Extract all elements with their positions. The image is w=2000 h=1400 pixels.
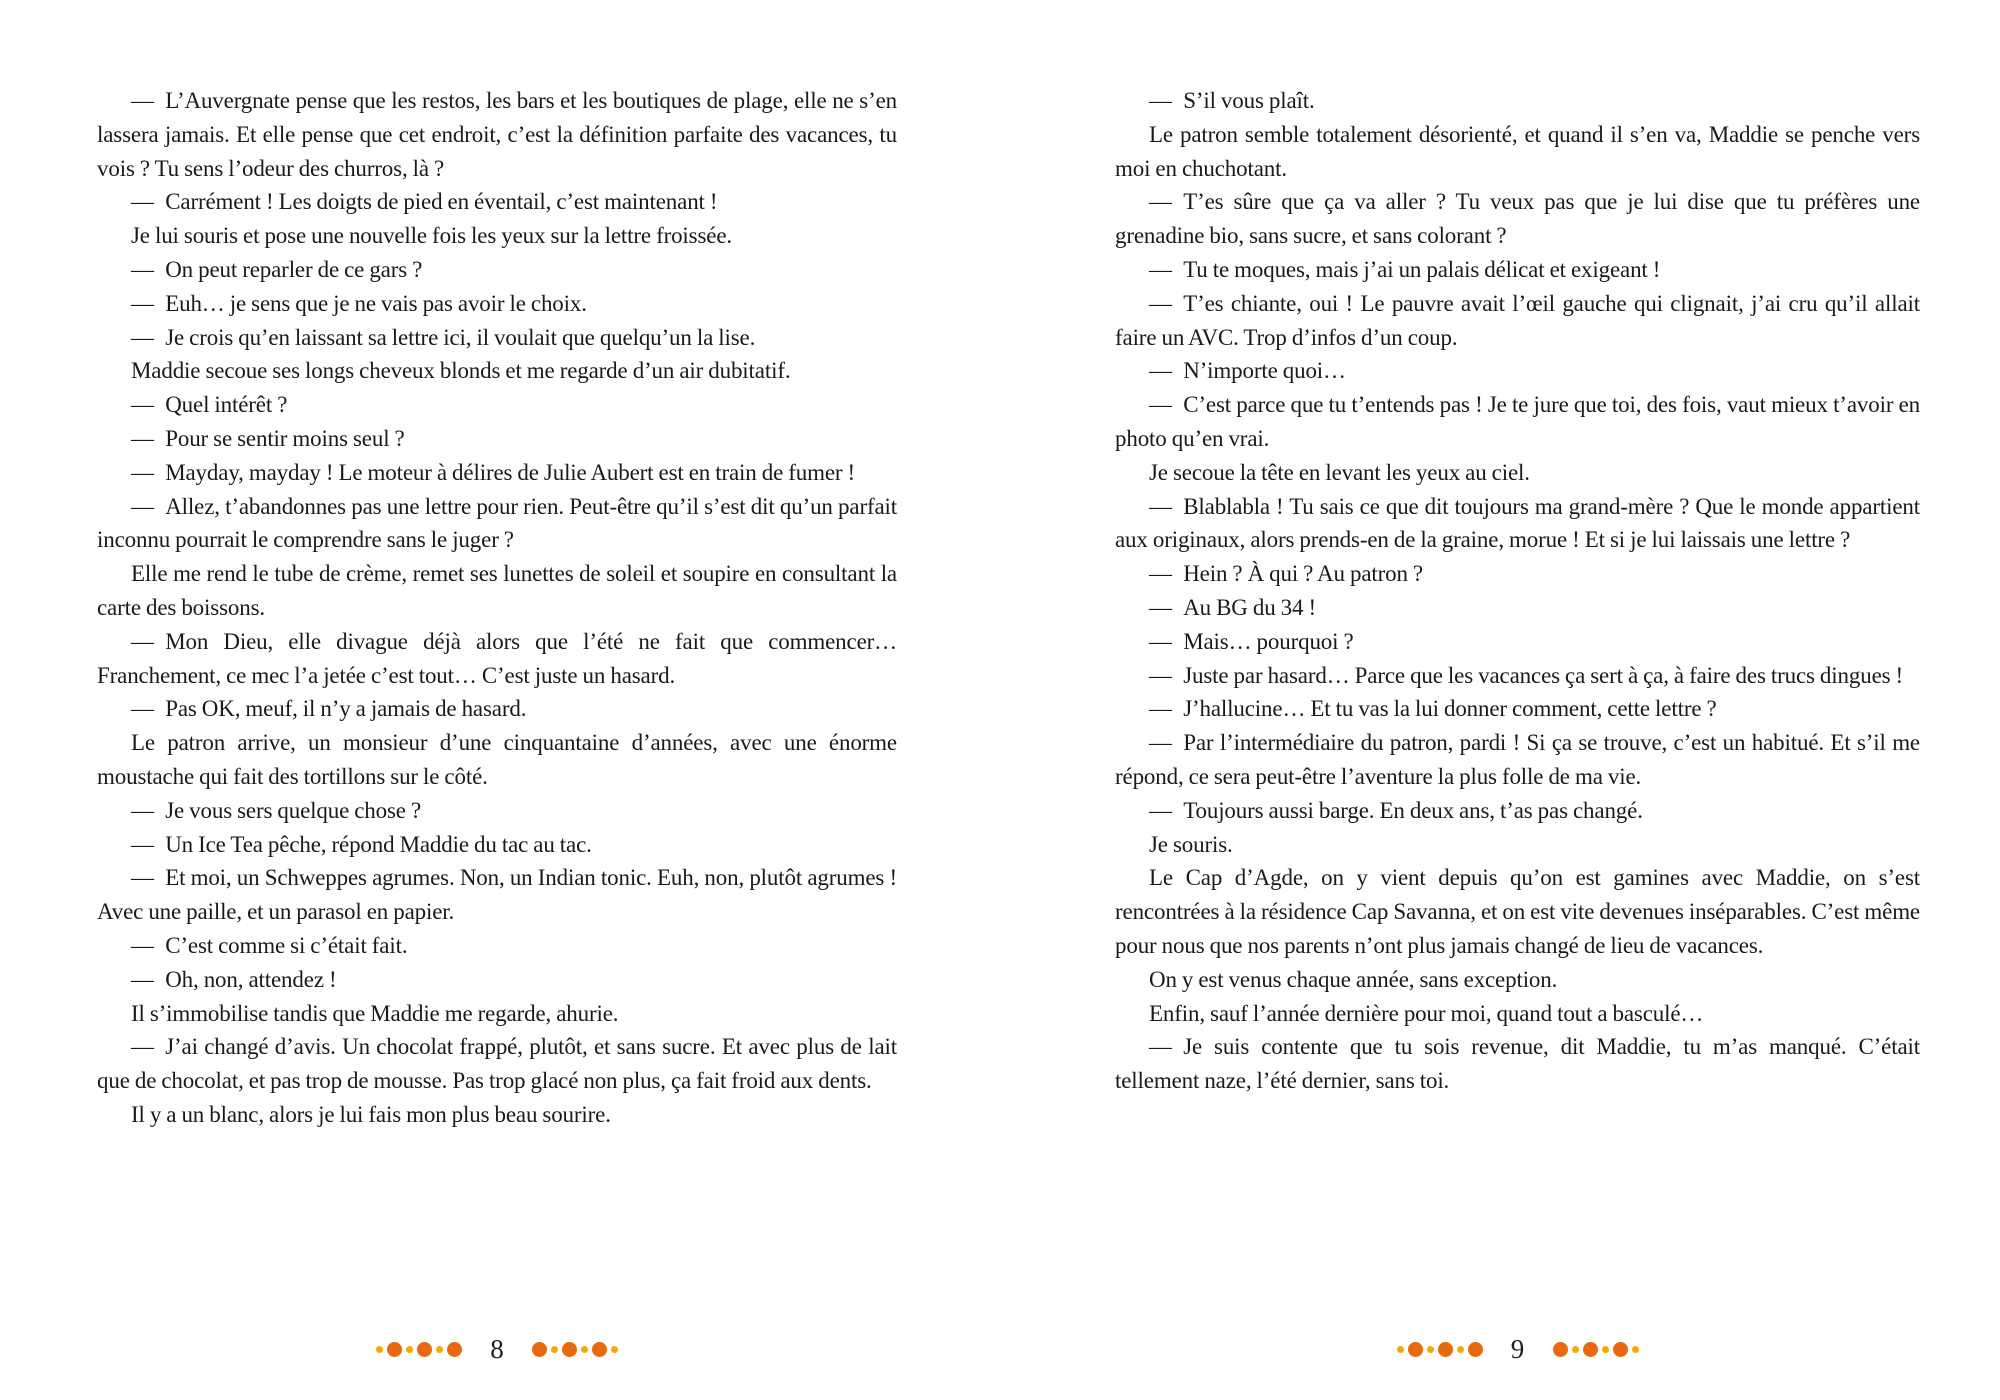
footer-ornament-left: [376, 1342, 462, 1357]
paragraph: — Tu te moques, mais j’ai un palais délicat et exigeant !: [1149, 256, 1661, 282]
dot-ornament-icon: [1553, 1342, 1568, 1357]
dot-ornament-icon: [1427, 1346, 1434, 1353]
dot-ornament-icon: [1457, 1346, 1464, 1353]
paragraph: — J’hallucine… Et tu vas la lui donner comment, cette lettre ?: [1149, 696, 1717, 722]
dot-ornament-icon: [1613, 1342, 1628, 1357]
dot-ornament-icon: [1572, 1346, 1579, 1353]
page-8: [97, 84, 897, 1384]
paragraph: — S’il vous plaît.: [1149, 88, 1315, 113]
dot-ornament-icon: [1632, 1346, 1639, 1353]
paragraph: Le Cap d’Agde, on y vient depuis qu’on est gamines avec Maddie, on s’est rencontrées à la résidence Cap Savanna, et on est vite devenues inséparables. C’est même pour nous que nos parents n’ont plus jamais changé de lieu de vacances.: [1115, 865, 1920, 958]
paragraph: — Je vous sers quelque chose ?: [131, 797, 422, 823]
paragraph: On y est venus chaque année, sans exception.: [1149, 966, 1558, 992]
paragraph: — C’est parce que tu t’entends pas ! Je te jure que toi, des fois, vaut mieux t’avoir en photo qu’en vrai.: [1115, 392, 1920, 451]
paragraph: — Je suis contente que tu sois revenue, dit Maddie, tu m’as manqué. C’était tellement naze, l’été dernier, sans toi.: [1115, 1034, 1920, 1094]
paragraph: Le patron arrive, un monsieur d’une cinquantaine d’années, avec une énorme moustache qui fait des tortillons sur le côté.: [97, 730, 897, 789]
paragraph: Le patron semble totalement désorienté, et quand il s’en va, Maddie se penche vers moi en chuchotant.: [1115, 121, 1920, 181]
paragraph: — Par l’intermédiaire du patron, pardi ! Si ça se trouve, c’est un habitué. Et s’il me répond, ce sera peut-être l’aventure la plus folle de ma vie.: [1115, 730, 1920, 789]
paragraph: — Au BG du 34 !: [1149, 594, 1316, 620]
paragraph: — C’est comme si c’était fait.: [131, 932, 408, 958]
page-number: 9: [1510, 1334, 1525, 1364]
paragraph: — L’Auvergnate pense que les restos, les bars et les boutiques de plage, elle ne s’en lassera jamais. Et elle pense que cet endroit, c’est la définition parfaite des vacances, tu vois ? Tu sens l’odeur des churros, là ?: [97, 88, 897, 181]
paragraph: Je lui souris et pose une nouvelle fois les yeux sur la lettre froissée.: [131, 223, 732, 249]
paragraph: — Quel intérêt ?: [131, 392, 288, 418]
paragraph: — T’es sûre que ça va aller ? Tu veux pas que je lui dise que tu préfères une grenadine bio, sans sucre, et sans colorant ?: [1115, 189, 1920, 249]
dot-ornament-icon: [436, 1346, 443, 1353]
paragraph: — Mayday, mayday ! Le moteur à délires de Julie Aubert est en train de fumer !: [131, 459, 855, 485]
dot-ornament-icon: [447, 1342, 462, 1357]
dot-ornament-icon: [532, 1342, 547, 1357]
paragraph: — J’ai changé d’avis. Un chocolat frappé, plutôt, et sans sucre. Et avec plus de lait que de chocolat, et pas trop de mousse. Pas trop glacé non plus, ça fait froid aux dents.: [97, 1034, 897, 1094]
dot-ornament-icon: [1438, 1342, 1453, 1357]
footer-ornament-right: [1553, 1342, 1639, 1357]
dot-ornament-icon: [417, 1342, 432, 1357]
dot-ornament-icon: [592, 1342, 607, 1357]
paragraph: — Euh… je sens que je ne vais pas avoir le choix.: [131, 290, 587, 316]
paragraph: Il s’immobilise tandis que Maddie me regarde, ahurie.: [131, 1000, 619, 1026]
paragraph: Elle me rend le tube de crème, remet ses lunettes de soleil et soupire en consultant la carte des boissons.: [97, 561, 897, 620]
paragraph: Je souris.: [1149, 831, 1233, 857]
page-9-text: [1115, 84, 1920, 1098]
dot-ornament-icon: [406, 1346, 413, 1353]
paragraph: Il y a un blanc, alors je lui fais mon plus beau sourire.: [131, 1101, 611, 1127]
paragraph: — Oh, non, attendez !: [131, 966, 337, 992]
dot-ornament-icon: [387, 1342, 402, 1357]
footer-ornament-right: [532, 1342, 618, 1357]
paragraph: — Pour se sentir moins seul ?: [131, 425, 405, 451]
paragraph: — Pas OK, meuf, il n’y a jamais de hasard.: [131, 696, 527, 722]
paragraph: — Toujours aussi barge. En deux ans, t’as pas changé.: [1149, 797, 1643, 823]
paragraph: Enfin, sauf l’année dernière pour moi, quand tout a basculé…: [1149, 1000, 1704, 1026]
page-9: [1115, 84, 1920, 1384]
footer-ornament-left: [1397, 1342, 1483, 1357]
paragraph: — Un Ice Tea pêche, répond Maddie du tac au tac.: [131, 831, 592, 857]
paragraph: — On peut reparler de ce gars ?: [131, 256, 423, 282]
dot-ornament-icon: [1583, 1342, 1598, 1357]
paragraph: — T’es chiante, oui ! Le pauvre avait l’œil gauche qui clignait, j’ai cru qu’il allait faire un AVC. Trop d’infos d’un coup.: [1115, 290, 1920, 350]
paragraph: — Juste par hasard… Parce que les vacances ça sert à ça, à faire des trucs dingues !: [1149, 662, 1904, 688]
page-8-footer: [97, 1336, 897, 1363]
paragraph: — N’importe quoi…: [1149, 358, 1346, 384]
dot-ornament-icon: [611, 1346, 618, 1353]
paragraph: Maddie secoue ses longs cheveux blonds et me regarde d’un air dubitatif.: [131, 358, 791, 384]
dot-ornament-icon: [581, 1346, 588, 1353]
paragraph: — Je crois qu’en laissant sa lettre ici, il voulait que quelqu’un la lise.: [131, 324, 756, 350]
dot-ornament-icon: [1602, 1346, 1609, 1353]
paragraph: Je secoue la tête en levant les yeux au ciel.: [1149, 459, 1530, 485]
page-8-text: [97, 84, 897, 1132]
dot-ornament-icon: [1408, 1342, 1423, 1357]
paragraph: — Blablabla ! Tu sais ce que dit toujours ma grand-mère ? Que le monde appartient aux originaux, alors prends-en de la graine, morue ! Et si je lui laissais une lettre ?: [1115, 493, 1920, 553]
paragraph: — Mais… pourquoi ?: [1149, 628, 1354, 654]
paragraph: — Mon Dieu, elle divague déjà alors que l’été ne fait que commencer… Franchement, ce mec l’a jetée c’est tout… C’est juste un hasard.: [97, 628, 897, 688]
paragraph: — Hein ? À qui ? Au patron ?: [1149, 561, 1423, 587]
paragraph: — Carrément ! Les doigts de pied en éventail, c’est maintenant !: [131, 189, 718, 215]
page-number: 8: [490, 1334, 504, 1364]
dot-ornament-icon: [376, 1346, 383, 1353]
dot-ornament-icon: [1397, 1346, 1404, 1353]
paragraph: — Et moi, un Schweppes agrumes. Non, un Indian tonic. Euh, non, plutôt agrumes ! Avec une paille, et un parasol en papier.: [97, 865, 897, 925]
page-9-footer: [1115, 1336, 1920, 1363]
dot-ornament-icon: [562, 1342, 577, 1357]
paragraph: — Allez, t’abandonnes pas une lettre pour rien. Peut-être qu’il s’est dit qu’un parfait inconnu pourrait le comprendre sans le juger ?: [97, 493, 897, 553]
dot-ornament-icon: [551, 1346, 558, 1353]
dot-ornament-icon: [1468, 1342, 1483, 1357]
